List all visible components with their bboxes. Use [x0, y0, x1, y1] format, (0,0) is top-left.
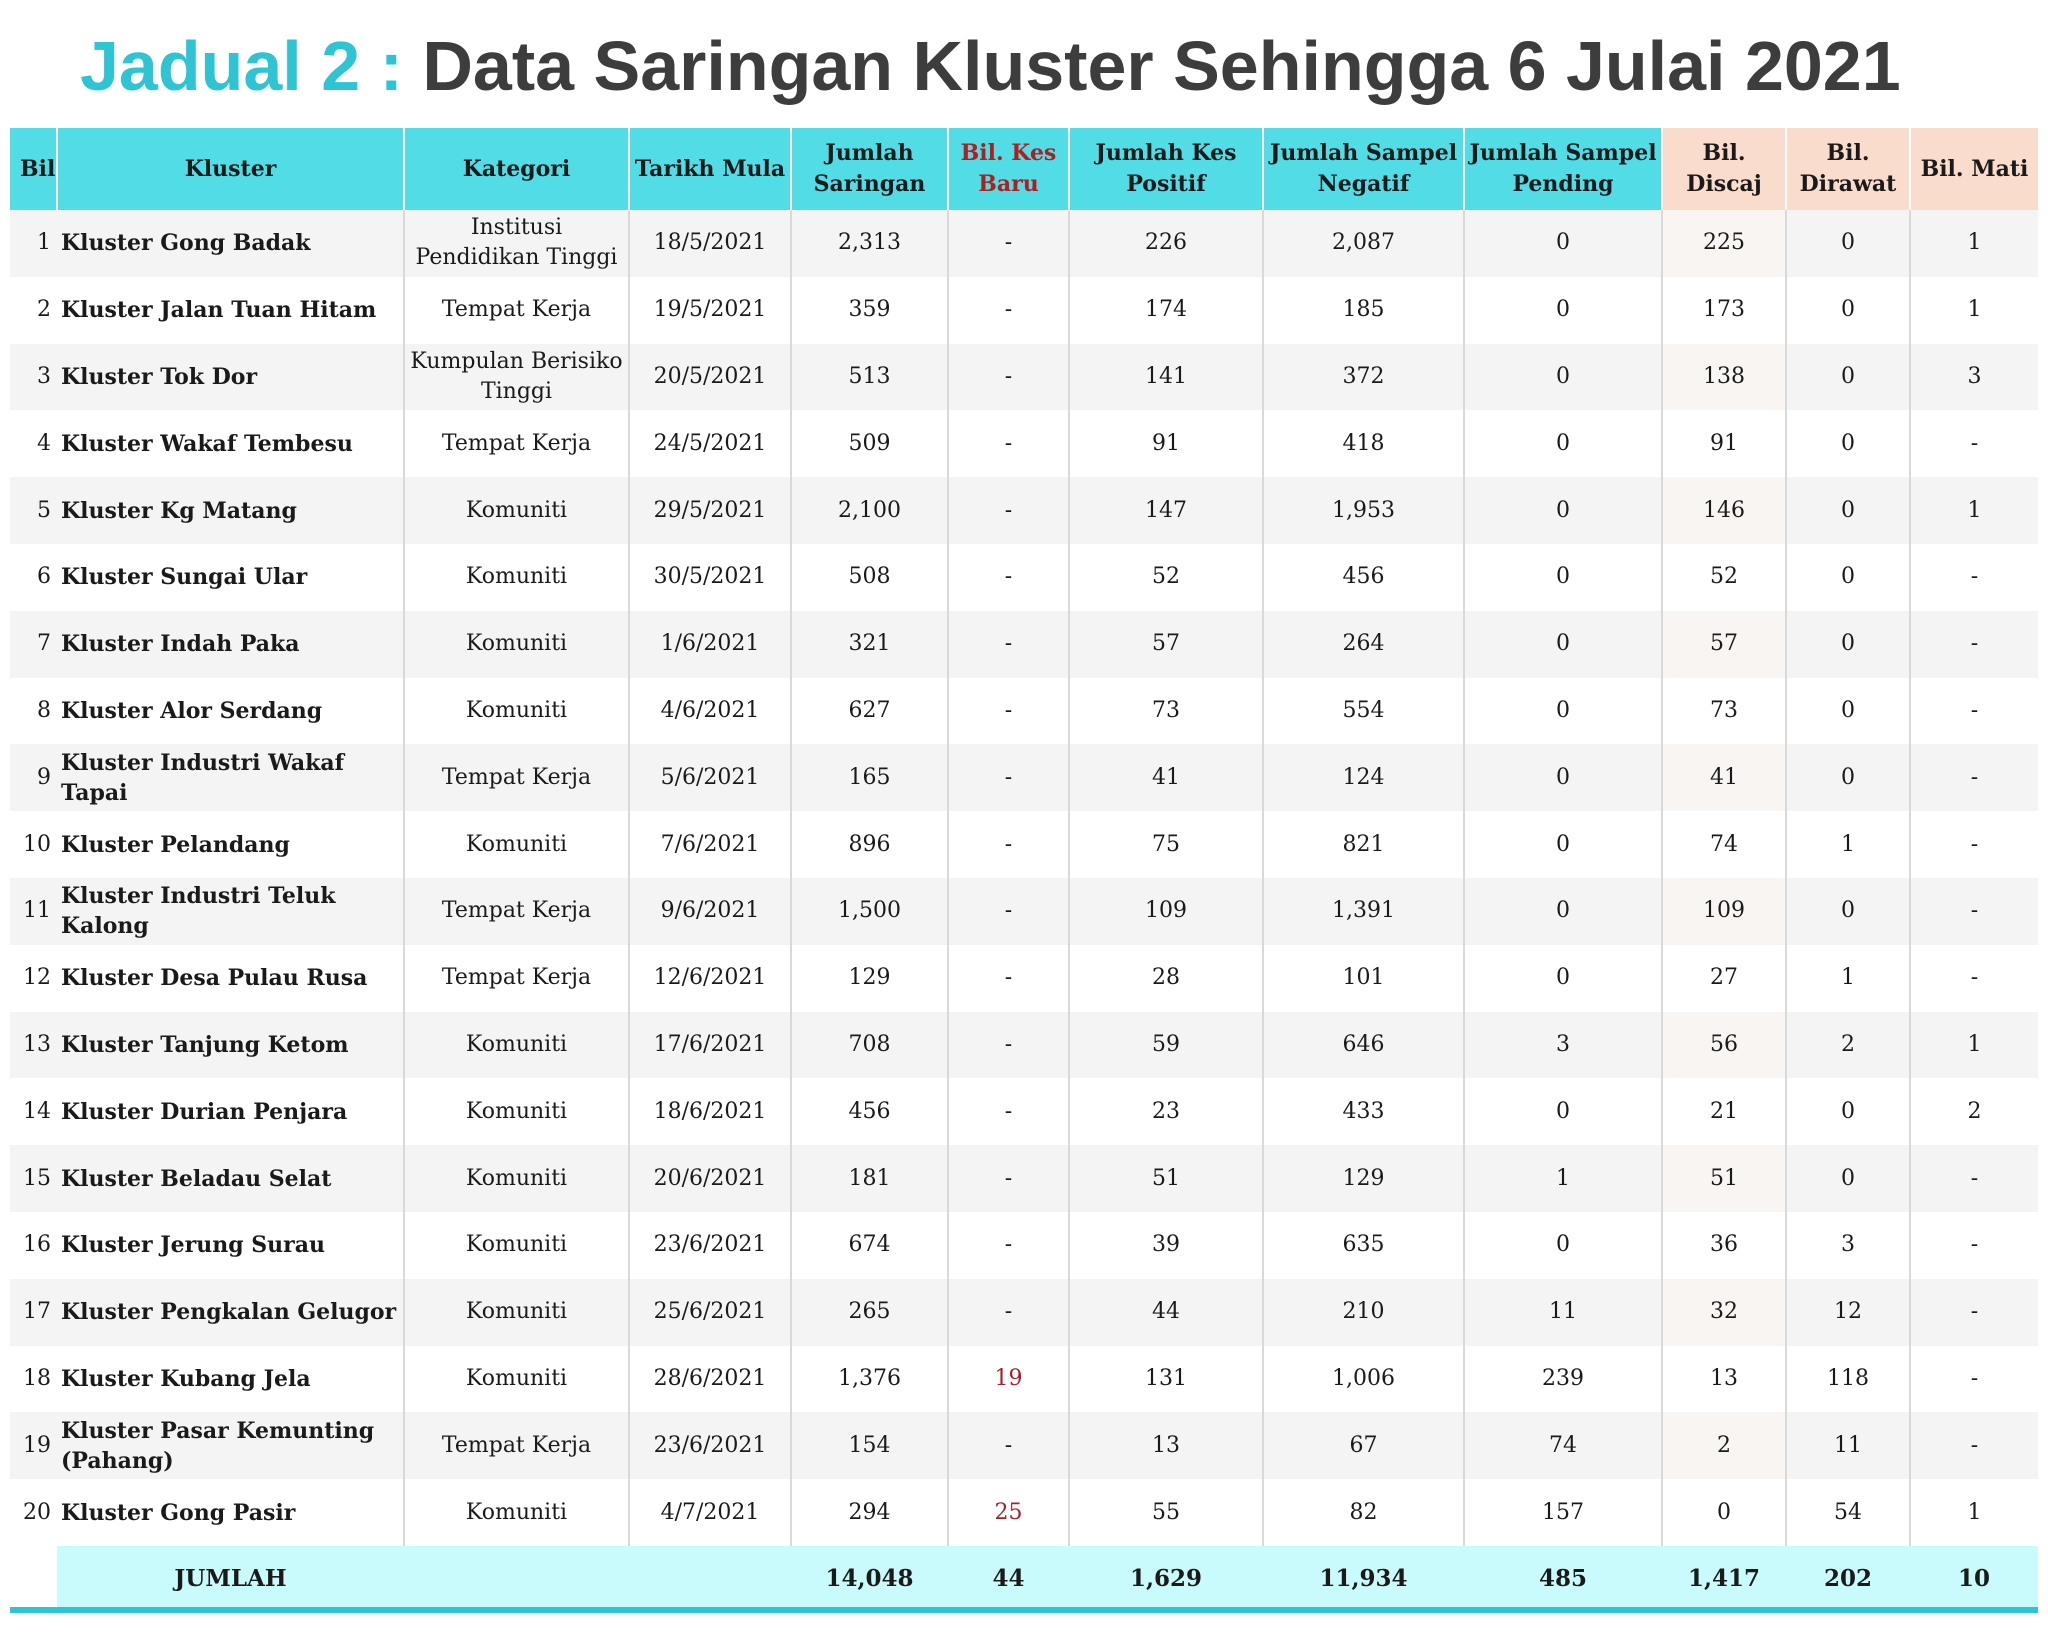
- cell-jumlah-saringan: 1,500: [791, 878, 948, 945]
- cell-bil-mati: -: [1910, 1145, 2038, 1212]
- cell-bil-mati: -: [1910, 744, 2038, 811]
- cell-tarikh-mula: 4/7/2021: [629, 1479, 791, 1546]
- cell-bil-discaj: 56: [1662, 1012, 1786, 1079]
- cell-jumlah-kes-positif: 109: [1069, 878, 1263, 945]
- cell-jumlah-sampel-negatif: 67: [1263, 1412, 1464, 1479]
- cell-jumlah-saringan: 627: [791, 678, 948, 745]
- table-header-row: [10, 128, 2038, 210]
- cell-kategori: Tempat Kerja: [404, 1412, 629, 1479]
- cell-bil-dirawat: 54: [1786, 1479, 1910, 1546]
- cell-jumlah-sampel-pending: 157: [1464, 1479, 1662, 1546]
- cell-bil-dirawat: 0: [1786, 744, 1910, 811]
- cell-bil-kes-baru: -: [948, 1145, 1069, 1212]
- table-row: [10, 544, 2038, 611]
- cell-bil-kes-baru: 25: [948, 1479, 1069, 1546]
- cell-tarikh-mula: 23/6/2021: [629, 1212, 791, 1279]
- header-bil-dirawat: Bil. Dirawat: [1786, 128, 1910, 210]
- cell-kategori: Komuniti: [404, 811, 629, 878]
- cell-jumlah-sampel-negatif: 185: [1263, 277, 1464, 344]
- cell-jumlah-sampel-negatif: 418: [1263, 410, 1464, 477]
- header-bil-discaj: Bil. Discaj: [1662, 128, 1786, 210]
- cell-bil: 14: [10, 1078, 57, 1145]
- cell-bil-discaj: 74: [1662, 811, 1786, 878]
- cell-tarikh-mula: 18/6/2021: [629, 1078, 791, 1145]
- cell-bil-dirawat: 0: [1786, 878, 1910, 945]
- cell-bil-kes-baru: -: [948, 878, 1069, 945]
- cell-bil-mati: 3: [1910, 344, 2038, 411]
- cell-jumlah-kes-positif: 75: [1069, 811, 1263, 878]
- cell-jumlah-sampel-pending: 11: [1464, 1279, 1662, 1346]
- cell-bil-kes-baru: -: [948, 544, 1069, 611]
- cell-jumlah-saringan: 181: [791, 1145, 948, 1212]
- cell-bil-dirawat: 118: [1786, 1346, 1910, 1413]
- cell-bil-discaj: 173: [1662, 277, 1786, 344]
- cell-kategori: Tempat Kerja: [404, 410, 629, 477]
- cell-kategori: Komuniti: [404, 1479, 629, 1546]
- cell-jumlah-sampel-pending: 1: [1464, 1145, 1662, 1212]
- cell-bil-discaj: 2: [1662, 1412, 1786, 1479]
- cell-kategori: Komuniti: [404, 1279, 629, 1346]
- cell-bil-discaj: 225: [1662, 210, 1786, 277]
- cell-bil-discaj: 13: [1662, 1346, 1786, 1413]
- cell-kategori: Komuniti: [404, 477, 629, 544]
- cell-bil-discaj: 73: [1662, 678, 1786, 745]
- cell-kategori: Komuniti: [404, 1346, 629, 1413]
- cell-bil-mati: -: [1910, 1346, 2038, 1413]
- cell-kluster: Kluster Pasar Kemunting (Pahang): [57, 1412, 404, 1479]
- cell-kategori: Tempat Kerja: [404, 945, 629, 1012]
- cell-bil-discaj: 41: [1662, 744, 1786, 811]
- cell-kluster: Kluster Beladau Selat: [57, 1145, 404, 1212]
- cell-kluster: Kluster Wakaf Tembesu: [57, 410, 404, 477]
- table-row: [10, 811, 2038, 878]
- cell-jumlah-sampel-pending: 0: [1464, 678, 1662, 745]
- cell-jumlah-saringan: 896: [791, 811, 948, 878]
- cell-bil-mati: -: [1910, 410, 2038, 477]
- cell-tarikh-mula: 17/6/2021: [629, 1012, 791, 1079]
- cell-bil: 19: [10, 1412, 57, 1479]
- header-kluster: Kluster: [57, 128, 404, 210]
- cell-kluster: Kluster Gong Badak: [57, 210, 404, 277]
- cell-bil-dirawat: 0: [1786, 544, 1910, 611]
- cell-jumlah-sampel-negatif: 101: [1263, 945, 1464, 1012]
- cell-jumlah-saringan: 165: [791, 744, 948, 811]
- cell-kategori: Komuniti: [404, 1078, 629, 1145]
- cell-bil-kes-baru: -: [948, 945, 1069, 1012]
- cell-bil-kes-baru: -: [948, 611, 1069, 678]
- cell-jumlah-sampel-pending: 0: [1464, 744, 1662, 811]
- cell-bil-discaj: 109: [1662, 878, 1786, 945]
- cell-jumlah-sampel-negatif: 82: [1263, 1479, 1464, 1546]
- cell-bil: 2: [10, 277, 57, 344]
- cell-jumlah-sampel-pending: 0: [1464, 277, 1662, 344]
- cell-bil-dirawat: 12: [1786, 1279, 1910, 1346]
- cell-jumlah-sampel-negatif: 1,006: [1263, 1346, 1464, 1413]
- cell-bil-kes-baru: 19: [948, 1346, 1069, 1413]
- cell-bil-discaj: 146: [1662, 477, 1786, 544]
- cell-jumlah-sampel-pending: 3: [1464, 1012, 1662, 1079]
- cell-tarikh-mula: 28/6/2021: [629, 1346, 791, 1413]
- cell-jumlah-saringan: 509: [791, 410, 948, 477]
- cell-bil-kes-baru: -: [948, 410, 1069, 477]
- total-empty-tarikh: [629, 1546, 791, 1612]
- cell-jumlah-kes-positif: 44: [1069, 1279, 1263, 1346]
- cell-kluster: Kluster Jalan Tuan Hitam: [57, 277, 404, 344]
- total-kes-baru: 44: [948, 1546, 1069, 1612]
- cell-jumlah-saringan: 708: [791, 1012, 948, 1079]
- total-discaj: 1,417: [1662, 1546, 1786, 1612]
- cell-jumlah-kes-positif: 13: [1069, 1412, 1263, 1479]
- cell-jumlah-sampel-negatif: 433: [1263, 1078, 1464, 1145]
- total-dirawat: 202: [1786, 1546, 1910, 1612]
- cell-kluster: Kluster Durian Penjara: [57, 1078, 404, 1145]
- cell-jumlah-sampel-negatif: 456: [1263, 544, 1464, 611]
- header-jumlah-kes-positif: Jumlah Kes Positif: [1069, 128, 1263, 210]
- cell-jumlah-sampel-negatif: 821: [1263, 811, 1464, 878]
- cell-jumlah-kes-positif: 51: [1069, 1145, 1263, 1212]
- cell-jumlah-saringan: 154: [791, 1412, 948, 1479]
- cell-bil-discaj: 27: [1662, 945, 1786, 1012]
- title-prefix: Jadual 2 :: [80, 27, 403, 105]
- cell-bil-dirawat: 1: [1786, 811, 1910, 878]
- total-mati: 10: [1910, 1546, 2038, 1612]
- cell-jumlah-sampel-negatif: 1,953: [1263, 477, 1464, 544]
- cell-kluster: Kluster Industri Teluk Kalong: [57, 878, 404, 945]
- cell-bil-discaj: 21: [1662, 1078, 1786, 1145]
- cell-kluster: Kluster Alor Serdang: [57, 678, 404, 745]
- cell-bil-kes-baru: -: [948, 277, 1069, 344]
- cell-bil: 6: [10, 544, 57, 611]
- cell-bil-mati: 1: [1910, 210, 2038, 277]
- page-title: [80, 24, 1901, 108]
- header-bil: Bil: [10, 128, 57, 210]
- table-row: [10, 277, 2038, 344]
- cell-bil-kes-baru: -: [948, 1078, 1069, 1145]
- cell-bil-dirawat: 0: [1786, 1145, 1910, 1212]
- cell-jumlah-kes-positif: 52: [1069, 544, 1263, 611]
- cell-bil-discaj: 57: [1662, 611, 1786, 678]
- cell-jumlah-saringan: 2,313: [791, 210, 948, 277]
- cell-bil-mati: -: [1910, 678, 2038, 745]
- bottom-rule: [10, 1607, 2038, 1613]
- cell-kategori: Komuniti: [404, 611, 629, 678]
- cell-bil: 7: [10, 611, 57, 678]
- cell-bil: 9: [10, 744, 57, 811]
- cell-kluster: Kluster Gong Pasir: [57, 1479, 404, 1546]
- cell-kluster: Kluster Industri Wakaf Tapai: [57, 744, 404, 811]
- cell-bil-kes-baru: -: [948, 1012, 1069, 1079]
- table-row: [10, 1012, 2038, 1079]
- cell-tarikh-mula: 12/6/2021: [629, 945, 791, 1012]
- cell-bil-dirawat: 0: [1786, 611, 1910, 678]
- total-empty-kategori: [404, 1546, 629, 1612]
- cell-bil-discaj: 0: [1662, 1479, 1786, 1546]
- cell-bil-kes-baru: -: [948, 678, 1069, 745]
- cell-jumlah-saringan: 456: [791, 1078, 948, 1145]
- cell-tarikh-mula: 7/6/2021: [629, 811, 791, 878]
- cell-bil-kes-baru: -: [948, 477, 1069, 544]
- cell-jumlah-saringan: 321: [791, 611, 948, 678]
- cell-jumlah-sampel-pending: 239: [1464, 1346, 1662, 1413]
- cell-kluster: Kluster Kubang Jela: [57, 1346, 404, 1413]
- cell-bil-discaj: 91: [1662, 410, 1786, 477]
- cell-bil-kes-baru: -: [948, 1279, 1069, 1346]
- total-row: [10, 1546, 2038, 1612]
- cell-bil-discaj: 32: [1662, 1279, 1786, 1346]
- cell-jumlah-sampel-negatif: 635: [1263, 1212, 1464, 1279]
- cell-tarikh-mula: 19/5/2021: [629, 277, 791, 344]
- cell-kategori: Tempat Kerja: [404, 744, 629, 811]
- cell-tarikh-mula: 30/5/2021: [629, 544, 791, 611]
- table-row: [10, 945, 2038, 1012]
- cell-bil-kes-baru: -: [948, 1412, 1069, 1479]
- cell-jumlah-sampel-pending: 0: [1464, 410, 1662, 477]
- cell-bil-dirawat: 1: [1786, 945, 1910, 1012]
- cell-bil-mati: 1: [1910, 277, 2038, 344]
- cell-jumlah-sampel-pending: 0: [1464, 210, 1662, 277]
- cell-bil-discaj: 36: [1662, 1212, 1786, 1279]
- total-sampel-negatif: 11,934: [1263, 1546, 1464, 1612]
- cell-tarikh-mula: 24/5/2021: [629, 410, 791, 477]
- cell-kategori: Komuniti: [404, 1012, 629, 1079]
- table-row: [10, 1412, 2038, 1479]
- cell-bil: 5: [10, 477, 57, 544]
- table-row: [10, 477, 2038, 544]
- cell-bil-kes-baru: -: [948, 1212, 1069, 1279]
- cell-tarikh-mula: 1/6/2021: [629, 611, 791, 678]
- cell-tarikh-mula: 23/6/2021: [629, 1412, 791, 1479]
- cell-bil-dirawat: 3: [1786, 1212, 1910, 1279]
- cell-jumlah-kes-positif: 59: [1069, 1012, 1263, 1079]
- cell-jumlah-kes-positif: 141: [1069, 344, 1263, 411]
- cell-jumlah-sampel-negatif: 264: [1263, 611, 1464, 678]
- cell-jumlah-sampel-negatif: 210: [1263, 1279, 1464, 1346]
- cell-jumlah-saringan: 674: [791, 1212, 948, 1279]
- cell-jumlah-kes-positif: 226: [1069, 210, 1263, 277]
- total-sampel-pending: 485: [1464, 1546, 1662, 1612]
- table-row: [10, 1479, 2038, 1546]
- cell-jumlah-kes-positif: 55: [1069, 1479, 1263, 1546]
- cell-bil-kes-baru: -: [948, 344, 1069, 411]
- cell-jumlah-saringan: 359: [791, 277, 948, 344]
- cell-kluster: Kluster Pengkalan Gelugor: [57, 1279, 404, 1346]
- cell-bil-kes-baru: -: [948, 744, 1069, 811]
- cell-jumlah-saringan: 294: [791, 1479, 948, 1546]
- header-jumlah-sampel-pending: Jumlah Sampel Pending: [1464, 128, 1662, 210]
- table-row: [10, 1145, 2038, 1212]
- cell-bil-dirawat: 0: [1786, 678, 1910, 745]
- title-main: Data Saringan Kluster Sehingga 6 Julai 2021: [422, 27, 1901, 105]
- cell-jumlah-sampel-pending: 0: [1464, 477, 1662, 544]
- table-row: [10, 344, 2038, 411]
- cell-bil-kes-baru: -: [948, 811, 1069, 878]
- cell-jumlah-sampel-pending: 0: [1464, 945, 1662, 1012]
- total-label: JUMLAH: [57, 1546, 404, 1612]
- cell-bil-kes-baru: -: [948, 210, 1069, 277]
- cell-jumlah-sampel-negatif: 2,087: [1263, 210, 1464, 277]
- header-bil-mati: Bil. Mati: [1910, 128, 2038, 210]
- cell-jumlah-sampel-pending: 0: [1464, 1212, 1662, 1279]
- cell-bil-mati: -: [1910, 1412, 2038, 1479]
- cell-bil-mati: -: [1910, 1279, 2038, 1346]
- cell-kategori: Komuniti: [404, 544, 629, 611]
- cell-bil-discaj: 51: [1662, 1145, 1786, 1212]
- cell-bil-dirawat: 2: [1786, 1012, 1910, 1079]
- cell-bil-discaj: 52: [1662, 544, 1786, 611]
- cell-jumlah-saringan: 513: [791, 344, 948, 411]
- total-kes-positif: 1,629: [1069, 1546, 1263, 1612]
- cell-bil: 16: [10, 1212, 57, 1279]
- header-bil-kes-baru: Bil. Kes Baru: [948, 128, 1069, 210]
- cell-jumlah-kes-positif: 147: [1069, 477, 1263, 544]
- cell-tarikh-mula: 5/6/2021: [629, 744, 791, 811]
- cell-kategori: Komuniti: [404, 1212, 629, 1279]
- cell-jumlah-kes-positif: 23: [1069, 1078, 1263, 1145]
- cell-kategori: Kumpulan Berisiko Tinggi: [404, 344, 629, 411]
- cell-bil: 17: [10, 1279, 57, 1346]
- table-row: [10, 1212, 2038, 1279]
- cell-jumlah-sampel-negatif: 554: [1263, 678, 1464, 745]
- table-row: [10, 678, 2038, 745]
- cell-jumlah-sampel-pending: 0: [1464, 878, 1662, 945]
- header-kategori: Kategori: [404, 128, 629, 210]
- cell-bil-dirawat: 0: [1786, 477, 1910, 544]
- cell-bil: 13: [10, 1012, 57, 1079]
- cell-jumlah-kes-positif: 91: [1069, 410, 1263, 477]
- cell-bil: 12: [10, 945, 57, 1012]
- cell-jumlah-sampel-negatif: 372: [1263, 344, 1464, 411]
- cell-bil: 10: [10, 811, 57, 878]
- cell-jumlah-kes-positif: 28: [1069, 945, 1263, 1012]
- cell-tarikh-mula: 20/6/2021: [629, 1145, 791, 1212]
- cell-kluster: Kluster Sungai Ular: [57, 544, 404, 611]
- table-row: [10, 1346, 2038, 1413]
- cell-tarikh-mula: 29/5/2021: [629, 477, 791, 544]
- cell-jumlah-sampel-pending: 0: [1464, 811, 1662, 878]
- table-row: [10, 878, 2038, 945]
- cell-bil-discaj: 138: [1662, 344, 1786, 411]
- cell-jumlah-sampel-negatif: 1,391: [1263, 878, 1464, 945]
- cell-kluster: Kluster Tok Dor: [57, 344, 404, 411]
- total-blank-cell: [10, 1546, 57, 1612]
- cell-bil: 1: [10, 210, 57, 277]
- cell-jumlah-kes-positif: 73: [1069, 678, 1263, 745]
- cell-bil-mati: -: [1910, 611, 2038, 678]
- cell-bil-dirawat: 0: [1786, 344, 1910, 411]
- cell-bil-mati: 2: [1910, 1078, 2038, 1145]
- cell-jumlah-kes-positif: 174: [1069, 277, 1263, 344]
- cell-kluster: Kluster Indah Paka: [57, 611, 404, 678]
- cell-tarikh-mula: 4/6/2021: [629, 678, 791, 745]
- cell-tarikh-mula: 18/5/2021: [629, 210, 791, 277]
- table-row: [10, 410, 2038, 477]
- total-saringan: 14,048: [791, 1546, 948, 1612]
- cell-tarikh-mula: 25/6/2021: [629, 1279, 791, 1346]
- cell-jumlah-saringan: 2,100: [791, 477, 948, 544]
- cell-bil-mati: 1: [1910, 477, 2038, 544]
- cell-jumlah-saringan: 508: [791, 544, 948, 611]
- cell-kluster: Kluster Kg Matang: [57, 477, 404, 544]
- cell-jumlah-kes-positif: 57: [1069, 611, 1263, 678]
- cell-bil-mati: -: [1910, 1212, 2038, 1279]
- cell-jumlah-sampel-negatif: 129: [1263, 1145, 1464, 1212]
- table-row: [10, 210, 2038, 277]
- cell-bil-mati: 1: [1910, 1479, 2038, 1546]
- cell-bil-mati: -: [1910, 811, 2038, 878]
- cell-tarikh-mula: 20/5/2021: [629, 344, 791, 411]
- cell-bil-dirawat: 0: [1786, 210, 1910, 277]
- cell-bil-mati: 1: [1910, 1012, 2038, 1079]
- cell-jumlah-saringan: 1,376: [791, 1346, 948, 1413]
- cell-bil-mati: -: [1910, 544, 2038, 611]
- cell-kluster: Kluster Pelandang: [57, 811, 404, 878]
- cell-kategori: Komuniti: [404, 1145, 629, 1212]
- table-row: [10, 744, 2038, 811]
- cell-bil-dirawat: 11: [1786, 1412, 1910, 1479]
- cell-jumlah-kes-positif: 131: [1069, 1346, 1263, 1413]
- cell-bil-mati: -: [1910, 878, 2038, 945]
- cell-bil: 3: [10, 344, 57, 411]
- cluster-table: [10, 128, 2038, 1612]
- cell-jumlah-sampel-pending: 0: [1464, 344, 1662, 411]
- cell-jumlah-kes-positif: 39: [1069, 1212, 1263, 1279]
- cell-bil: 15: [10, 1145, 57, 1212]
- cell-kategori: Institusi Pendidikan Tinggi: [404, 210, 629, 277]
- cell-bil: 8: [10, 678, 57, 745]
- cell-bil: 11: [10, 878, 57, 945]
- cell-bil-mati: -: [1910, 945, 2038, 1012]
- cell-kategori: Tempat Kerja: [404, 878, 629, 945]
- cell-jumlah-sampel-pending: 0: [1464, 544, 1662, 611]
- header-jumlah-saringan: Jumlah Saringan: [791, 128, 948, 210]
- header-jumlah-sampel-negatif: Jumlah Sampel Negatif: [1263, 128, 1464, 210]
- cell-jumlah-sampel-pending: 74: [1464, 1412, 1662, 1479]
- cell-jumlah-sampel-pending: 0: [1464, 1078, 1662, 1145]
- cell-bil-dirawat: 0: [1786, 1078, 1910, 1145]
- cell-bil: 20: [10, 1479, 57, 1546]
- cell-bil: 18: [10, 1346, 57, 1413]
- cell-tarikh-mula: 9/6/2021: [629, 878, 791, 945]
- cell-jumlah-saringan: 265: [791, 1279, 948, 1346]
- cell-kategori: Tempat Kerja: [404, 277, 629, 344]
- cell-bil-dirawat: 0: [1786, 277, 1910, 344]
- cell-kluster: Kluster Tanjung Ketom: [57, 1012, 404, 1079]
- cell-bil-dirawat: 0: [1786, 410, 1910, 477]
- cell-jumlah-sampel-negatif: 646: [1263, 1012, 1464, 1079]
- cell-kluster: Kluster Desa Pulau Rusa: [57, 945, 404, 1012]
- table-row: [10, 1279, 2038, 1346]
- table-row: [10, 611, 2038, 678]
- cell-kluster: Kluster Jerung Surau: [57, 1212, 404, 1279]
- cell-kategori: Komuniti: [404, 678, 629, 745]
- cell-bil: 4: [10, 410, 57, 477]
- cell-jumlah-saringan: 129: [791, 945, 948, 1012]
- cell-jumlah-sampel-negatif: 124: [1263, 744, 1464, 811]
- table-row: [10, 1078, 2038, 1145]
- header-tarikh-mula: Tarikh Mula: [629, 128, 791, 210]
- cell-jumlah-sampel-pending: 0: [1464, 611, 1662, 678]
- cell-jumlah-kes-positif: 41: [1069, 744, 1263, 811]
